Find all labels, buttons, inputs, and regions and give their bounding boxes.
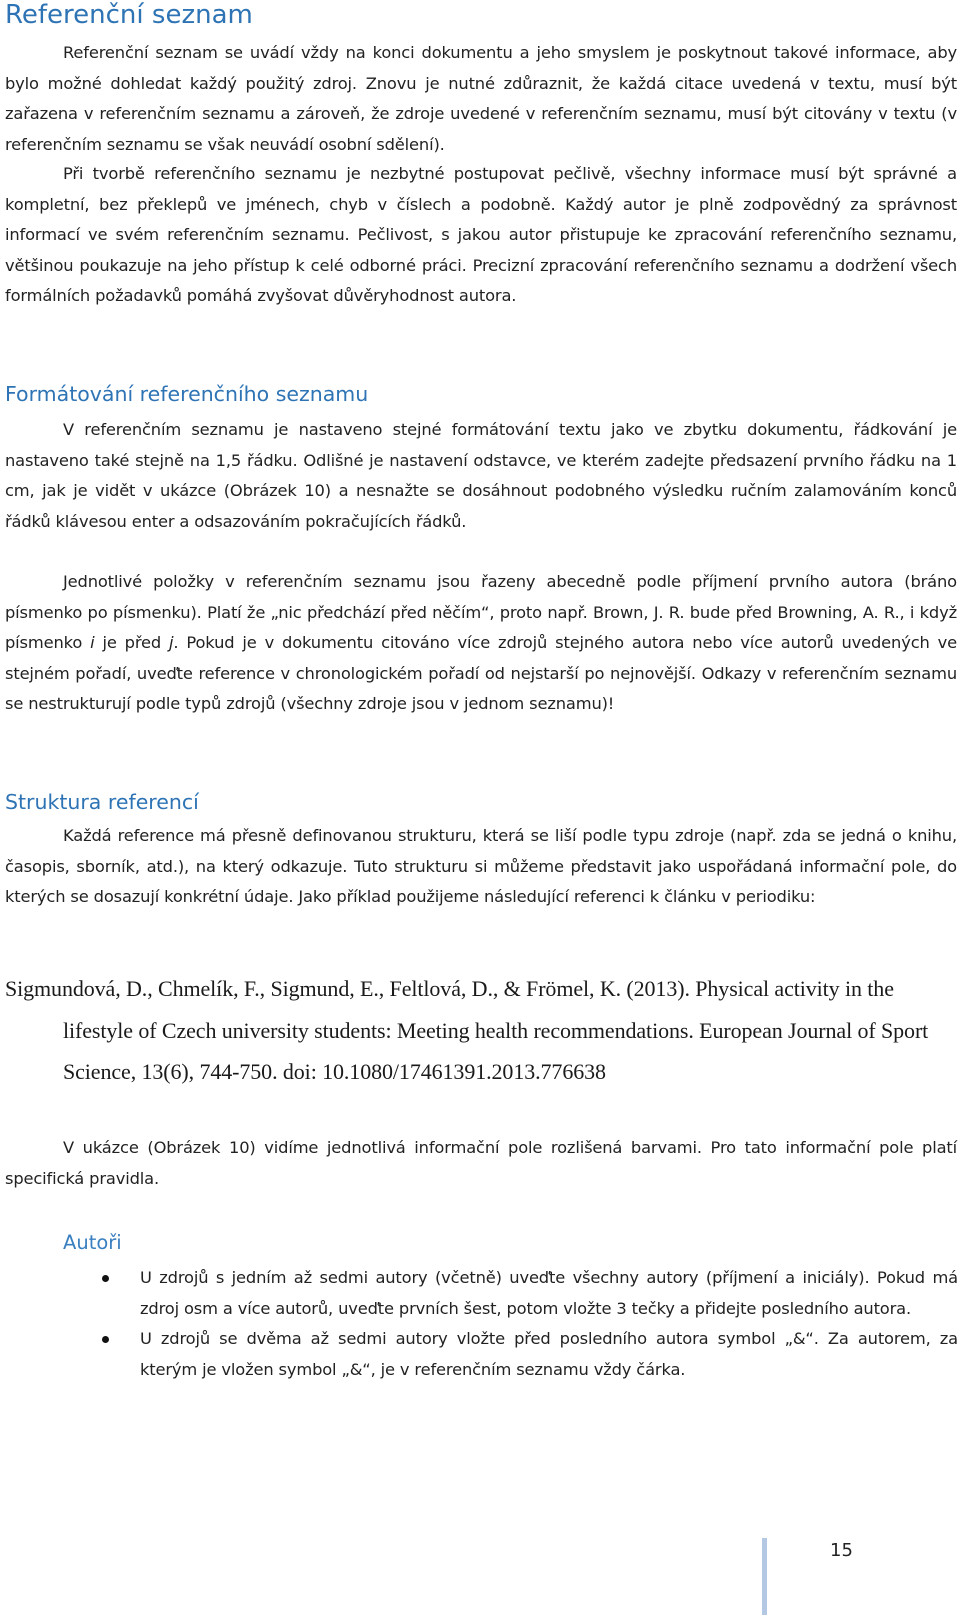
bullet-icon <box>102 1275 109 1282</box>
paragraph-ordering <box>5 567 957 720</box>
paragraph-ordering-part2: je před <box>94 633 170 652</box>
paragraph-formatting: V referenčním seznamu je nastaveno stejné formátování textu jako ve zbytku dokumentu, řádkování je nastaveno také stejně na 1,5 řádku. Odlišné je nastavení odstavce, ve kterém zadejte předsazení prvního řádku na 1 cm, jak je vidět v ukázce (Obrázek 10) a nesnažte se dosáhnout podobného výsledku ručním zalamováním konců řádků klávesou enter a odsazováním pokračujících řádků. <box>5 420 957 531</box>
bullet-text: U zdrojů s jedním až sedmi autory (včetně) uveďte všechny autory (příjmení a iniciály). Pokud má zdroj osm a více autorů, uveďte prvních šest, potom vložte 3 tečky a přidejte posledního autora. <box>140 1268 958 1318</box>
reference-example: Sigmundová, D., Chmelík, F., Sigmund, E., Feltlová, D., & Frömel, K. (2013). Physical activity in the lifestyle of Czech university students: Meeting health recommendations. European Journal of Sport Science, 13(6), 744-750. doi: 10.1080/17461391.2013.776638 <box>5 976 929 1084</box>
section-heading-formatovani: Formátování referenčního seznamu <box>5 382 369 406</box>
paragraph-care: Při tvorbě referenčního seznamu je nezbytné postupovat pečlivě, všechny informace musí být správné a kompletní, bez překlepů ve jménech, chyb v číslech a podobně. Každý autor je plně zodpovědný za správnost informací ve svém referenčním seznamu. Pečlivost, s jakou autor přistupuje ke zpracování referenčního seznamu, většinou poukazuje na jeho přístup k celé odborné práci. Precizní zpracování referenčního seznamu a dodržení všech formálních požadavků pomáhá zvyšovat důvěryhodnost autora. <box>5 164 957 305</box>
bullet-icon <box>102 1336 109 1343</box>
bullet-text: U zdrojů se dvěma až sedmi autory vložte před posledního autora symbol „&“. Za autorem, za kterým je vložen symbol „&“, je v referenčním seznamu vždy čárka. <box>140 1329 958 1379</box>
page-number: 15 <box>830 1540 853 1561</box>
paragraph-ordering-part1: Jednotlivé položky v referenčním seznamu jsou řazeny abecedně podle příjmení prvního autora (bráno písmenko po písmenku). Platí že „nic předchází před něčím“, proto např. Brown, J. R. bude před Browning, A. R., i když písmenko <box>5 572 957 652</box>
paragraph-structure: Každá reference má přesně definovanou strukturu, která se liší podle typu zdroje (např. zda se jedná o knihu, časopis, sborník, atd.), na který odkazuje. Tuto strukturu si můžeme představit jako uspořádaná informační pole, do kterých se dosazují konkrétní údaje. Jako příklad použijeme následující referenci k článku v periodiku: <box>5 826 957 906</box>
paragraph-ordering-part3: . Pokud je v dokumentu citováno více zdrojů stejného autora nebo více autorů uvedených ve stejném pořadí, uveďte reference v chronologickém pořadí od nejstarší po nejnovější. Odkazy v referenčním seznamu se nestrukturují podle typů zdrojů (všechny zdroje jsou v jednom seznamu)! <box>5 633 957 713</box>
paragraph-intro: Referenční seznam se uvádí vždy na konci dokumentu a jeho smyslem je poskytnout takové informace, aby bylo možné dohledat každý použitý zdroj. Znovu je nutné zdůraznit, že každá citace uvedená v textu, musí být zařazena v referenčním seznamu a zároveň, že zdroje uvedené v referenčním seznamu, musí být citovány v textu (v referenčním seznamu se však neuvádí osobní sdělení). <box>5 43 957 154</box>
section-heading-referencni-seznam: Referenční seznam <box>5 0 253 30</box>
bullet-item-authors-count <box>98 1263 958 1324</box>
bullet-item-ampersand <box>98 1324 958 1385</box>
paragraph-ordering-italic-j: j <box>169 633 174 652</box>
authors-bullet-list <box>98 1263 958 1385</box>
paragraph-fields: V ukázce (Obrázek 10) vidíme jednotlivá informační pole rozlišená barvami. Pro tato informační pole platí specifická pravidla. <box>5 1138 957 1188</box>
paragraph-ordering-italic-i: i <box>90 633 95 652</box>
subsection-heading-autori: Autoři <box>63 1231 122 1254</box>
footer-divider <box>762 1538 767 1615</box>
section-heading-struktura: Struktura referencí <box>5 790 199 814</box>
